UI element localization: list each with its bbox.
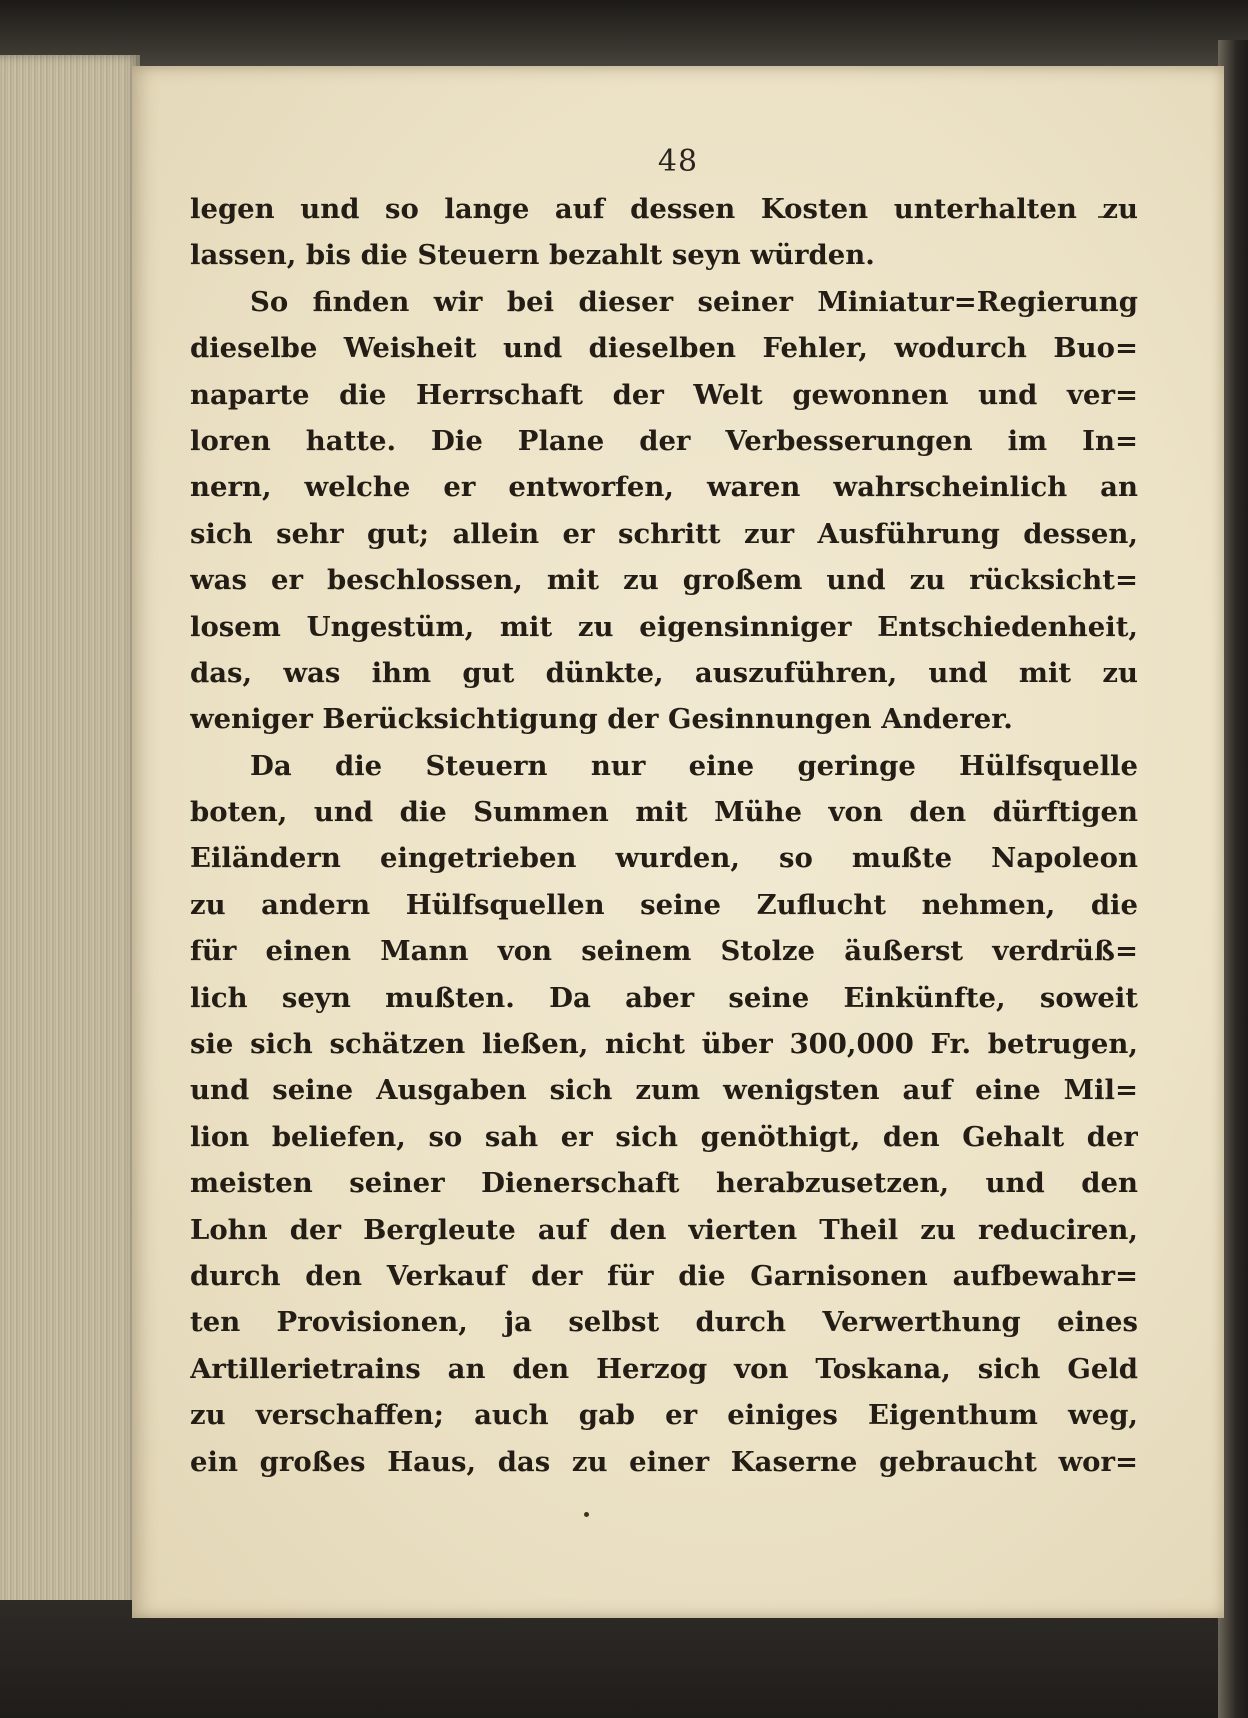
text-line: ten Provisionen, ja selbst durch Verwerthung eines xyxy=(190,1306,1138,1339)
text-line: was er beschlossen, mit zu großem und zu rücksicht= xyxy=(190,564,1138,597)
text-line: Da die Steuern nur eine geringe Hülfsquelle xyxy=(250,749,1138,782)
text-line: zu verschaffen; auch gab er einiges Eigenthum weg, xyxy=(190,1399,1138,1432)
text-line: sie sich schätzen ließen, nicht über 300,000 Fr. betrugen, xyxy=(190,1028,1138,1061)
text-line: ein großes Haus, das zu einer Kaserne gebraucht wor= xyxy=(190,1445,1138,1478)
text-line: losem Ungestüm, mit zu eigensinniger Entschiedenheit, xyxy=(190,610,1138,643)
text-line: So finden wir bei dieser seiner Miniatur=Regierung xyxy=(250,285,1138,318)
text-line: zu andern Hülfsquellen seine Zuflucht nehmen, die xyxy=(190,888,1138,921)
ink-dot xyxy=(584,1512,589,1517)
page-number: 48 xyxy=(657,144,699,179)
text-line: naparte die Herrschaft der Welt gewonnen und ver= xyxy=(190,378,1138,411)
text-line: Artillerietrains an den Herzog von Toskana, sich Geld xyxy=(190,1352,1138,1385)
text-line: weniger Berücksichtigung der Gesinnungen Anderer. xyxy=(190,703,1013,736)
text-line: legen und so lange auf dessen Kosten unterhalten zu xyxy=(190,193,1138,225)
text-line: sich sehr gut; allein er schritt zur Ausführung dessen, xyxy=(190,517,1138,550)
text-line: meisten seiner Dienerschaft herabzusetzen, und den xyxy=(190,1167,1138,1200)
text-line: für einen Mann von seinem Stolze äußerst verdrüß= xyxy=(190,935,1138,968)
body-text xyxy=(190,186,1138,1485)
page-stack-edge xyxy=(0,55,140,1635)
text-line: Lohn der Bergleute auf den vierten Theil zu reduciren, xyxy=(190,1213,1138,1246)
text-line: durch den Verkauf der für die Garnisonen aufbewahr= xyxy=(190,1259,1138,1292)
text-line: boten, und die Summen mit Mühe von den dürftigen xyxy=(190,796,1138,829)
text-line: Eiländern eingetrieben wurden, so mußte Napoleon xyxy=(190,842,1138,875)
text-line: das, was ihm gut dünkte, auszuführen, und mit zu xyxy=(190,656,1138,689)
text-line: nern, welche er entworfen, waren wahrscheinlich an xyxy=(190,471,1138,504)
text-line: loren hatte. Die Plane der Verbesserungen im In= xyxy=(190,424,1138,457)
text-line: lich seyn mußten. Da aber seine Einkünfte, soweit xyxy=(190,981,1138,1014)
text-line: und seine Ausgaben sich zum wenigsten auf eine Mil= xyxy=(190,1074,1138,1107)
book-cover-edge xyxy=(0,0,1248,70)
text-line: lion beliefen, so sah er sich genöthigt, den Gehalt der xyxy=(190,1120,1138,1153)
text-line: lassen, bis die Steuern bezahlt seyn würden. xyxy=(190,239,875,272)
text-line: dieselbe Weisheit und dieselben Fehler, wodurch Buo= xyxy=(190,332,1138,365)
